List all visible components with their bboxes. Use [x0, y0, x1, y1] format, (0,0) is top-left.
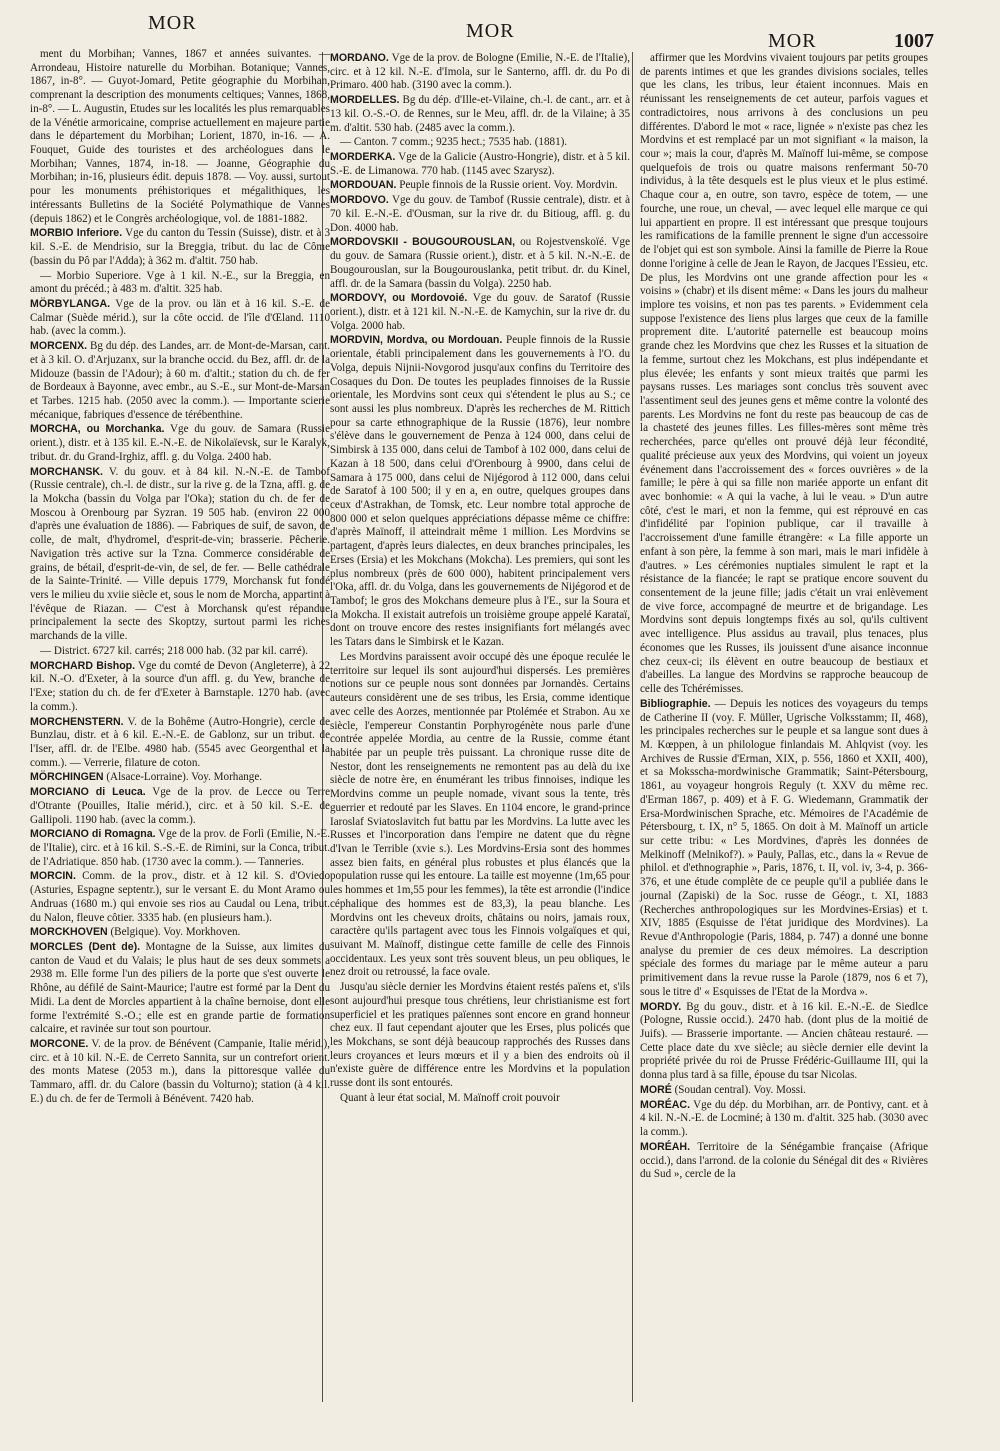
entry-text: Vge du gouv. de Tambof (Russie centrale), distr. et à 70 kil. E.-N.-E. d'Ousman, sur la rive dr. du Bitioug, affl. g. du Don. 4000 hab. [330, 194, 630, 234]
dictionary-entry [30, 660, 330, 715]
entry-headword: MORDVIN, Mordva, ou Mordouan. [330, 334, 503, 347]
entry-text: V. de la Bohême (Autro-Hongrie), cercle de Bunzlau, distr. et à 6 kil. E.-N.-E. de Gablonz, sur un tribut. de l'Iser, affl. dr. de l'Elbe. 4980 hab. (5545 avec Georgenthal et la comm.). — Verrerie, filature de coton. [30, 715, 331, 769]
entry-text: Vge de la prov. de Forlì (Emilie, N.-E. de l'Italie), circ. et à 16 kil. S.-S.-E. de Rimini, sur la Conca, tribut. de l'Adriatique. 850 hab. (1730 avec la comm.). — Tanneries. [30, 828, 330, 868]
dictionary-entry [30, 786, 330, 827]
text-column-3 [640, 52, 928, 1183]
dictionary-entry [640, 1084, 928, 1098]
entry-headword: MORCIANO di Leuca. [30, 786, 146, 799]
dictionary-entry [30, 227, 330, 268]
dictionary-entry [30, 298, 330, 339]
dictionary-entry [30, 270, 330, 297]
dictionary-entry [30, 466, 330, 644]
dictionary-entry [30, 771, 330, 785]
entry-text: Les Mordvins paraissent avoir occupé dès une époque reculée le territoire sur lequel ils sont aujourd'hui dispersés. Les premières notions sur ce peuple nous sont données par Jornandès. Certains auteurs considèrent une de ses tribus, les Ersia, comme identique avec celle des Aorzes, mentionnée par Ptolémée et Strabon. Au xe siècle, l'empereur Constantin Porphyrogénète nous parle d'une contrée appelée Mordia, au centre de la Russie, comme étant habitée par un peuple très puissant. La chronique russe dite de Nestor, dont les renseignements ne remontent pas au delà du ixe siècle de notre ère, en énumérant les tribus finnoises, indique les Mordvins comme un peuple nomade, vivant sous la tente, très guerrier et redouté par les Slaves. En 1104 encore, le grand-prince Iaroslaf Sviatoslavitch fut battu par les Mordvins. La lutte avec les Russes et l'incorporation dans l'empire ne datent que du règne d'Ivan le Terrible (xvie s.). Les Mordvins-Ersia sont des hommes assez bien faits, en général plus robustes et plus élancés que la population russe qui les entoure. La taille est moyenne (1m,65 pour les hommes et 1m,55 pour les femmes), la tête est arrondie (l'indice céphalique des hommes est de 83,3), la peau blanche. Les Mordvins ont les cheveux droits, châtains ou noirs, jamais roux, caractère qu'ils partagent avec tous les Finnois volgaïques et qui, suivant M. Maïnoff, distingue cette famille de celle des Finnois occidentaux. Les yeux sont très souvent bleus, un peu obliques, le nez droit ou retroussé, la face ovale. [330, 650, 630, 979]
dictionary-entry [330, 52, 630, 93]
entry-headword: MORÉAC. [640, 1098, 691, 1111]
entry-text: (Belgique). Voy. Morkhoven. [110, 926, 241, 939]
entry-headword: MORCLES (Dent de). [30, 941, 141, 953]
dictionary-entry [640, 698, 928, 1000]
entry-headword: MORCHANSK. [30, 465, 103, 478]
entry-text: Peuple finnois de la Russie orientale, établi principalement dans les gouvernements à l'O. du Volga, depuis Nijnii-Novgorod jusqu'aux confins du Territoire des Cosaques du Don. De toutes les peuplades finnoises de la Russie orientale, les Mordvins sont ceux qui s'étendent le plus au S.; ce sont aussi les plus nombreux. D'après les recherches de M. Rittich pour sa carte ethnographique de la Russie (1876), leur nombre s'élève dans le gouvernement de Penza à 124 000, dans celui de Simbirsk à 135 000, dans celui de Tambof à 102 000, dans celui de Kazan à 18 500, dans celui d'Orenbourg à 9900, dans celui de Samara à 175 000, dans celui de Nijégorod à 112 000, dans celui de Saratof à 100 500; il y en a, en outre, quelques groupes dans ceux d'Astrakhan, de Tomsk, etc. Leur nombre total approche de 800 000 et selon quelques appréciations dépasse même ce chiffre: d'après Maïnoff, il atteindrait même 1 million. Les Mordvins se partagent, d'après leurs dialectes, en deux branches principales, les Erses (Ersia) et les Mokchans (Mokcha). Les premiers, qui sont les plus nombreux (près de 600 000), habitent principalement vers l'Oka, affl. dr. du Volga, dans les gouvernements de Nijégorod et de Tambof; le gros des Mokchans demeure plus à l'E., sur la Soura et la Mokcha. Il existait autrefois un troisième groupe appelé Karataï, dont on trouve encore des restes insignifiants fort mélangés avec les Tatars dans le Simbirsk et le Kazan. [330, 334, 630, 649]
entry-headword: MORBIO Inferiore. [30, 227, 123, 240]
entry-text: — District. 6727 kil. carrés; 218 000 hab. (32 par kil. carré). [40, 644, 309, 657]
dictionary-entry [640, 1001, 928, 1083]
dictionary-entry [330, 651, 630, 980]
text-column-1 [30, 48, 330, 1108]
dictionary-entry [640, 1099, 928, 1140]
entry-text: ment du Morbihan; Vannes, 1867 et années suivantes. — Arrondeau, Histoire naturelle du Morbihan. Botanique; Vannes, 1867, in-8°. — Guyot-Jomard, Petite géographie du Morbihan, comprenant la description des monuments celtiques; Vannes, 1868, in-8°. — L. Augustin, Etudes sur les localités les plus remarquables de la Vénétie armoricaine, comprise actuellement en majeure partie dans le département du Morbihan; Lorient, 1870, in-16. — A. Fouquet, Guide des touristes et des archéologues dans le Morbihan; Vannes, 1874, in-18. — Joanne, Géographie du Morbihan; in-16, plusieurs édit. depuis 1878. — Voy. aussi, surtout pour les monuments préhistoriques et mégalithiques, les intéressants Bulletins de la Société Polymathique de Vannes (depuis 1862) et le Congrès archéologique, vol. de 1881-1882. [30, 48, 330, 225]
entry-headword: MORÉ [640, 1083, 672, 1096]
entry-text: Bg du gouv., distr. et à 16 kil. E.-N.-E. de Siedlce (Pologne, Russie occid.). 2470 hab. (dont plus de la moitié de Juifs). — Brasserie importante. — Ancien château restauré. — Cette place date du xve siècle; au siècle dernier elle devint la propriété privée du roi de Prusse Frédéric-Guillaume III, qui la donna plus tard à sa fille, épouse du tsar Nicolas. [640, 1000, 928, 1082]
entry-headword: MORCHENSTERN. [30, 715, 124, 728]
text-column-2 [330, 52, 630, 1107]
column-rule [632, 52, 633, 1402]
dictionary-entry [640, 52, 928, 697]
entry-text: Bg du dép. des Landes, arr. de Mont-de-Marsan, cant. et à 3 kil. O. d'Arjuzanx, sur la branche occid. du Bez, affl. dr. de la Midouze (bassin de l'Adour); à 60 m. d'altit.; station du ch. de fer de Bordeaux à Bayonne, avec embr., au S.-E., sur Mont-de-Marsan et Tarbes. 1215 hab. (2050 avec la comm.). — Importante scierie mécanique, fabriques d'essence de térébenthine. [30, 340, 330, 421]
dictionary-entry [330, 981, 630, 1091]
entry-headword: MORDERKA. [330, 151, 396, 164]
entry-headword: MORCIANO di Romagna. [30, 828, 156, 841]
entry-text: Montagne de la Suisse, aux limites du canton de Vaud et du Valais; le plus haut de ses deux sommets a 2938 m. Elle forme l'un des piliers de la porte que s'est ouverte le Rhône, au défilé de Saint-Maurice; l'autre est formé par la Dent du Midi. La dent de Morcles appartient à la chaîne bernoise, dont elle forme l'extrémité S.-O.; elle est en grande partie de formation calcaire, et ravinée sur tout son pourtour. [30, 941, 330, 1036]
dictionary-entry [30, 645, 330, 659]
entry-text: affirmer que les Mordvins vivaient toujours par petits groupes de parents intimes et que les grandes divisions sociales, telles que les clans, les tribus, leur étaient inconnues. Mais en réunissant les renseignements de cet auteur, parfois vagues et contradictoires, nous arrivons à des conclusions un peu différentes. D'abord le mot « race, lignée » n'existe pas chez les Mordvins et est remplacé par un mot signifiant « la maison, la cour »; mais la cour, d'après M. Maïnoff lui-même, se compose quelquefois de trois ou quatre maisons renfermant 50-70 individus, à la tête desquels est le plus vieux et le plus estimé. Chaque cour a, en outre, son tavro, espèce de totem, — une fourche, une roue, un cheval, — avec lequel elle marque ce qui lui appartient en propre. Il est intéressant que presque toujours les ramifications de la famille prennent le signe d'un accessoire de l'objet qui est son symbole. Ainsi la famille de Pierre la Roue donne l'origine à celle de Jean le Rayon, de Jacques l'Essieu, etc. De plus, les Mordvins ont une grande affection pour les « voisins » (chabr) et ils disent même: « Dans les jours du malheur implore tes voisins, et non pas tes parents. » Evidemment cela suppose l'existence des liens plus larges que ceux de la famille proprement dite. L'autorité paternelle est beaucoup moins grande chez les Mordvins que chez les Russes et la situation de la femme, surtout chez les Mokchans, est plus indépendante et plus élevée; les enfants y sont mieux traités que parmi les paysans russes. Les mariages sont conclus très souvent avec l'assentiment seul des jeunes gens et même contre la volonté des parents. Les Mordvins ne font du reste pas beaucoup de cas de la chasteté des jeunes filles. Les filles-mères sont même très recherchées, parce qu'elles ont prouvé déjà leur fécondité, qualité précieuse aux yeux des Mordvins, qui voient un joyeux événement dans l'accroissement des « forces ouvrières » de la famille; le père à qui sa fille non mariée apporte un enfant dit avec bonhomie: « A qui la vache, à lui le veau. » D'un autre côté, c'est le mari, et non la femme, qui est réprouvé en cas d'infidélité par l'opinion publique, car il travaille à l'accroissement d'une famille étrangère: « La fille apporte un enfant à son père, la femme à son mari, mais le mari infidèle à d'autres. » Les cérémonies nuptiales simulent le rapt et la résistance de la fiancée; le rapt se pratique encore souvent du consentement de la jeune fille; jadis c'était un vrai enlèvement de vive force, accompagné de meurtre et de brigandage. Les Mordvins sont depuis longtemps fixés au sol, qu'ils cultivent avec intelligence. Plus assidus au travail, plus tenaces, plus économes que les Russes, ils jouissent d'une aisance inconnue chez ceux-ci; ils élèvent en outre beaucoup de bestiaux et d'abeilles. La langue des Mordvins se rapproche beaucoup de celle des Tchérémisses. [640, 52, 928, 696]
dictionary-entry [330, 179, 630, 193]
entry-headword: MORDOUAN. [330, 179, 397, 192]
entry-text: Vge de la prov. ou län et à 16 kil. S.-E. de Calmar (Suède mérid.), sur la côte occid. de l'île d'Œland. 1110 hab. (avec la comm.). [30, 297, 330, 338]
entry-headword: MÖRBYLANGA. [30, 297, 111, 310]
entry-text: Bg du dép. d'Ille-et-Vilaine, ch.-l. de cant., arr. et à 13 kil. O.-S.-O. de Rennes, sur le Meu, affl. dr. de la Vilaine; à 35 m. d'altit. 530 hab. (2485 avec la comm.). [330, 94, 631, 134]
entry-text: Comm. de la prov., distr. et à 12 kil. S. d'Oviedo (Asturies, Espagne septentr.), sur le versant E. du Mont Aramo ou Andruas (1680 m.) qui envoie ses rios au Caudal ou Lena, tribut. du Nalon, fleuve côtier. 3335 hab. (en plusieurs ham.). [30, 870, 331, 924]
entry-text: Vge de la prov. de Lecce ou Terre d'Otrante (Pouilles, Italie mérid.), circ. et à 50 kil. S.-E. de Gallipoli. 1190 hab. (avec la comm.). [30, 786, 330, 826]
entry-text: Jusqu'au siècle dernier les Mordvins étaient restés païens et, s'ils sont aujourd'hui presque tous chrétiens, leur christianisme est fort superficiel et les pratiques païennes sont encore en grand honneur chez eux. Il faut cependant ajouter que les Erses, plus policés que les Mokchans, se sont déjà beaucoup rapprochés des Russes dans leurs croyances et leurs mœurs et il y a bien des endroits où il n'existe guère de différence entre les Mordvins et la population russe dont ils sont entourés. [330, 981, 630, 1090]
dictionary-entry [30, 423, 330, 464]
dictionary-entry [30, 716, 330, 771]
entry-text: ou Rojestvenskoïé. Vge du gouv. de Samara (Russie orient.), distr. et à 5 kil. N.-N.-E. de Bougourouslan, sur la Bougourouslanka, petit tribut. dr. du Kinel, affl. dr. de la Samara (bassin du Volga). 2250 hab. [330, 236, 630, 290]
entry-text: V. du gouv. et à 84 kil. N.-N.-E. de Tambof (Russie centrale), ch.-l. de distr., sur la rive g. de la Tzna, affl. g. de la Mokcha (bassin du Volga par l'Oka); station du ch. de fer de Moscou à Orenbourg par Syzran. 19 505 hab. (environ 22 000 d'après une évaluation de 1886). — Fabriques de suif, de savon, de colle, de malt, d'hydromel, d'esprit-de-vin; brasserie. Pêcherie. Navigation très active sur la Tzna. Commerce considérable de grains, de bétail, d'esprit-de-vin, de sel, de fer. — Belle cathédrale de la Sainte-Trinité. — Ville depuis 1779, Morchansk fut fondé vers le milieu du xviie siècle et, sous le nom de Morcha, appartint à l'évêque de Riazan. — C'est à Morchansk qu'est répandue principalement la secte des Skoptzy, surtout parmi les riches marchands de la ville. [30, 465, 330, 643]
entry-text: Vge du gouv. de Samara (Russie orient.), distr. et à 135 kil. E.-N.-E. de Nikolaïevsk, sur le Karalyk, tribut. dr. du Grand-Irghiz, affl. g. du Volga. 2400 hab. [30, 423, 331, 463]
dictionary-entry [30, 870, 330, 925]
dictionary-entry [330, 236, 630, 291]
entry-text: — Depuis les notices des voyageurs du temps de Catherine II (voy. F. Müller, Ugrische Volksstamm; II, 468), les principales recherches sur le peuple et sa langue sont dues à M. Kœppen, à un philologue finlandais M. Ahlqvist (voy. les Archives de Russie d'Erman, XIX, p. 556, 1860 et XXII, 400), et sa Moksscha-mordwinische Grammatik; Saint-Pétersbourg, 1861, au voyageur hongrois Reguly (t. XXV du même rec. d'Erman 1867, p. 409) et à F. G. Wiedemann, Grammatik der Ersa-Mordwinischen Sprache, etc. Mémoires de l'Académie de Pétersbourg, t. IX, n° 5, 1865. On doit à M. Maïnoff un article sur cette tribu: « Les Mordvines, d'après les données de Melkinoff (Melnikof?). » Pauly, Pallas, etc., dans la « Revue de philol. et d'ethnographie », Paris, 1876, t. II, vol. iv, 3-4, p. 366-376, et une étude complète de ce peuple qu'il a publiée dans le journal (Zapiski) de la Soc. russe de Géogr., t. XI, 1883 (Recherches anthropologiques sur les Mordvines-Ersias) et t. XIV, 1885 (Esquisse de l'état juridique des Mordvines). La Revue d'Anthropologie (Paris, 1884, p. 747) a donné une bonne analyse du premier de ces deux mémoires. La description spéciale des formes du mariage par le même auteur a paru primitivement dans la revue russe la Parole (1879, nos 6 et 7), sous le titre d' « Esquisses de l'Etat de la Mordva ». [640, 697, 928, 998]
entry-headword: MORDY. [640, 1000, 682, 1013]
dictionary-entry [330, 1092, 630, 1106]
dictionary-entry [30, 340, 330, 422]
dictionary-entry [30, 1038, 330, 1107]
entry-headword: MORCHA, ou Morchanka. [30, 423, 165, 436]
entry-text: Quant à leur état social, M. Maïnoff croit pouvoir [340, 1091, 560, 1104]
dictionary-entry [330, 94, 630, 135]
running-head-left: MOR [148, 12, 197, 34]
dictionary-entry [30, 926, 330, 940]
dictionary-entry [30, 828, 330, 869]
dictionary-entry [330, 292, 630, 333]
dictionary-entry [30, 941, 330, 1037]
entry-headword: MORCHARD Bishop. [30, 659, 136, 672]
dictionary-entry [330, 136, 630, 150]
entry-headword: Bibliographie. [640, 697, 711, 710]
entry-text: V. de la prov. de Bénévent (Campanie, Italie mérid.), circ. et à 10 kil. N.-E. de Cerreto Sannita, sur un contrefort orient. des monts Matese (2053 m.), dans la pittoresque vallée du Tammaro, affl. dr. du Calore (bassin du Volturno); station (à 4 kil. E.) du ch. de fer de Termoli à Bénévent. 7420 hab. [30, 1038, 330, 1105]
entry-headword: MORCKHOVEN [30, 926, 108, 939]
entry-text: Peuple finnois de la Russie orient. Voy. Mordvin. [399, 179, 618, 192]
entry-text: Vge de la Galicie (Austro-Hongrie), distr. et à 5 kil. S.-E. de Limanowa. 770 hab. (1145 avec Szarysz). [330, 151, 630, 177]
running-head-right: MOR [768, 30, 817, 52]
entry-headword: MORCENX. [30, 340, 88, 353]
entry-text: (Soudan central). Voy. Mossi. [674, 1083, 806, 1096]
entry-headword: MORDANO. [330, 52, 389, 64]
dictionary-entry [330, 151, 630, 178]
entry-text: Vge du dép. du Morbihan, arr. de Pontivy, cant. et à 4 kil. N.-N.-E. de Locminé; à 130 m. d'altit. 325 hab. (3030 avec la comm.). [640, 1098, 929, 1139]
entry-text: Territoire de la Sénégambie française (Afrique occid.), dans l'arrond. de la colonie du Sénégal dit des « Rivières du Sud », cercle de la [640, 1140, 928, 1181]
entry-headword: MORDOVSKII - BOUGOUROUSLAN, [330, 236, 516, 249]
entry-headword: MORDOVO. [330, 194, 389, 207]
entry-headword: MORDELLES. [330, 94, 400, 107]
entry-text: Vge du gouv. de Saratof (Russie orient.), distr. et à 121 kil. N.-N.-E. de Kamychin, sur la rive dr. du Volga. 2000 hab. [330, 292, 630, 332]
entry-headword: MORCIN. [30, 870, 76, 883]
entry-headword: MORÉAH. [640, 1140, 691, 1153]
dictionary-entry [640, 1141, 928, 1182]
entry-text: (Alsace-Lorraine). Voy. Morhange. [106, 771, 263, 784]
entry-text: — Morbio Superiore. Vge à 1 kil. N.-E., sur la Breggia, en amont du précéd.; à 483 m. d'altit. 325 hab. [30, 269, 330, 296]
entry-headword: MORDOVY, ou Mordovoié. [330, 292, 468, 305]
entry-headword: MÖRCHINGEN [30, 771, 104, 784]
entry-text: Vge de la prov. de Bologne (Emilie, N.-E. de l'Italie), circ. et à 12 kil. N.-E. d'Imola, sur le Santerno, affl. dr. du Po di Primaro. 400 hab. (3190 avec la comm.). [330, 52, 630, 92]
dictionary-entry [330, 334, 630, 650]
page-number: 1007 [894, 30, 934, 52]
dictionary-entry [30, 48, 330, 226]
entry-text: Vge du canton du Tessin (Suisse), distr. et à 3 kil. S.-E. de Mendrisio, sur la Breggia, tribut. du lac de Côme (bassin du Pô par l'Adda); à 362 m. d'altit. 750 hab. [30, 227, 331, 267]
entry-headword: MORCONE. [30, 1038, 89, 1051]
entry-text: Vge du comté de Devon (Angleterre), à 22 kil. N.-O. d'Exeter, à la source d'un affl. g. du Yew, branche de l'Exe; station du ch. de fer d'Exeter à Barnstaple. 1270 hab. (avec la comm.). [30, 659, 330, 713]
running-head-center: MOR [466, 20, 515, 42]
entry-text: — Canton. 7 comm.; 9235 hect.; 7535 hab. (1881). [340, 136, 568, 149]
dictionary-entry [330, 194, 630, 235]
